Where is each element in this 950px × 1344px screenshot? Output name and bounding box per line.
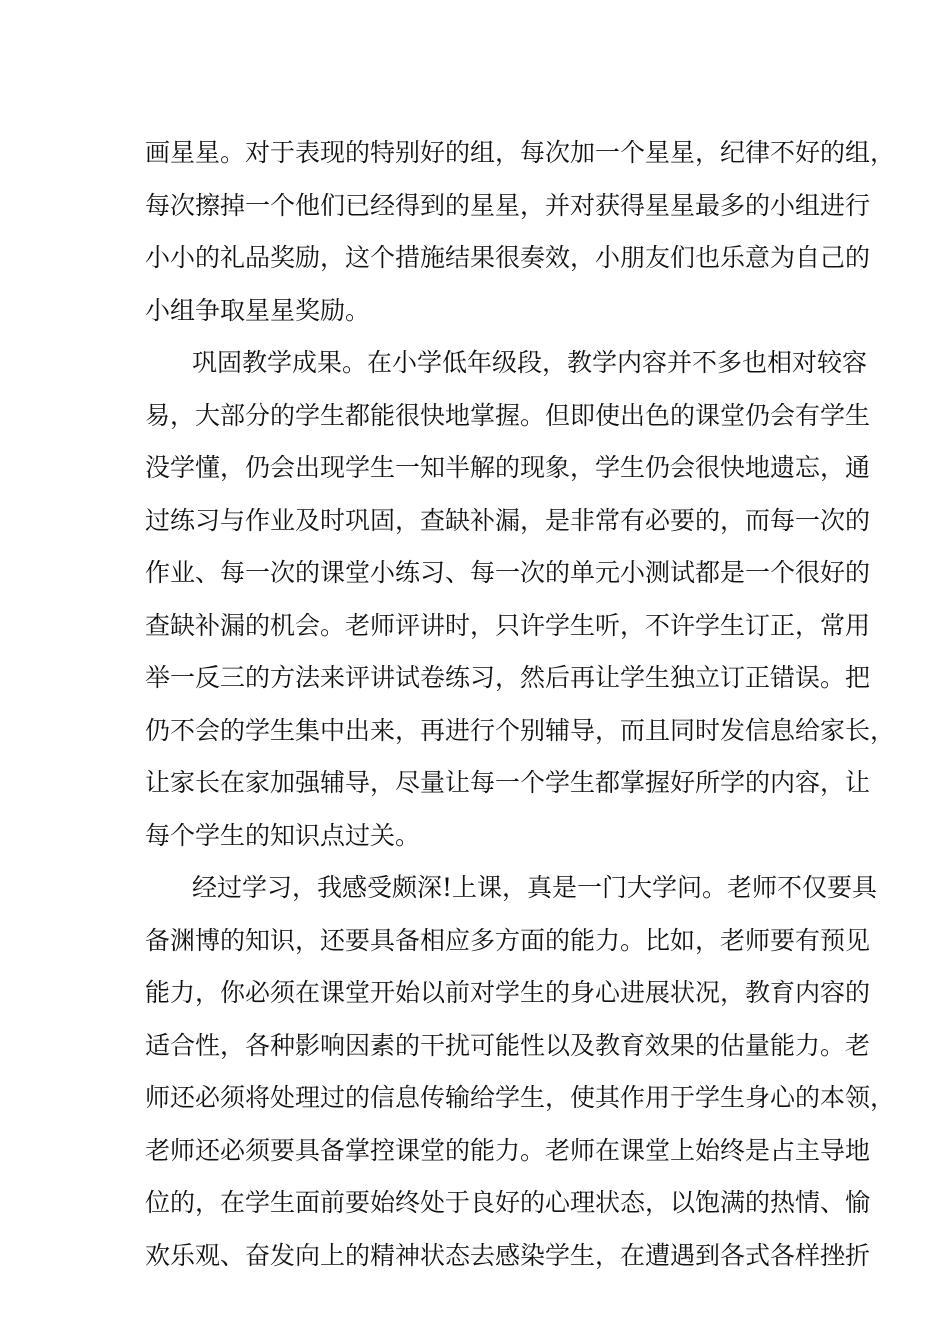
paragraph-line: 仍不会的学生集中出来，再进行个别辅导，而且同时发信息给家长， [145,715,896,745]
document-body [145,127,896,1282]
paragraph-line: 作业、每一次的课堂小练习、每一次的单元小测试都是一个很好的 [145,558,871,587]
paragraph-line: 每次擦掉一个他们已经得到的星星，并对获得星星最多的小组进行 [145,190,871,220]
paragraph-line: 查缺补漏的机会。老师评讲时，只许学生听，不许学生订正，常用 [145,610,871,640]
paragraph-line: 小小的礼品奖励，这个措施结果很奏效，小朋友们也乐意为自己的 [145,243,871,272]
paragraph-2 [145,337,896,862]
paragraph-line: 师还必须将处理过的信息传输给学生，使其作用于学生身心的本领， [145,1083,896,1112]
paragraph-3 [145,862,896,1282]
paragraph-line: 每个学生的知识点过关。 [145,820,421,850]
paragraph-line: 让家长在家加强辅导，尽量让每一个学生都掌握好所学的内容，让 [145,768,871,797]
paragraph-line: 举一反三的方法来评讲试卷练习，然后再让学生独立订正错误。把 [145,663,871,692]
paragraph-line: 位的，在学生面前要始终处于良好的心理状态，以饱满的热情、愉 [145,1188,871,1217]
paragraph-line: 经过学习，我感受颇深!上课，真是一门大学问。老师不仅要具 [192,873,878,902]
paragraph-line: 欢乐观、奋发向上的精神状态去感染学生，在遭遇到各式各样挫折 [145,1240,871,1270]
paragraph-line: 小组争取星星奖励。 [145,295,371,325]
paragraph-line: 备渊博的知识，还要具备相应多方面的能力。比如，老师要有预见 [145,925,871,955]
paragraph-line: 能力，你必须在课堂开始以前对学生的身心进展状况，教育内容的 [145,978,871,1007]
paragraph-line: 画星星。对于表现的特别好的组，每次加一个星星，纪律不好的组， [145,138,896,167]
paragraph-line: 没学懂，仍会出现学生一知半解的现象，学生仍会很快地遗忘，通 [145,453,871,482]
paragraph-line: 老师还必须要具备掌控课堂的能力。老师在课堂上始终是占主导地 [145,1135,871,1165]
paragraph-1 [145,127,896,337]
paragraph-line: 适合性，各种影响因素的干扰可能性以及教育效果的估量能力。老 [145,1030,871,1060]
paragraph-line: 易，大部分的学生都能很快地掌握。但即使出色的课堂仍会有学生 [145,400,871,430]
paragraph-line: 巩固教学成果。在小学低年级段，教学内容并不多也相对较容 [192,348,868,377]
paragraph-line: 过练习与作业及时巩固，查缺补漏，是非常有必要的，而每一次的 [145,505,871,535]
